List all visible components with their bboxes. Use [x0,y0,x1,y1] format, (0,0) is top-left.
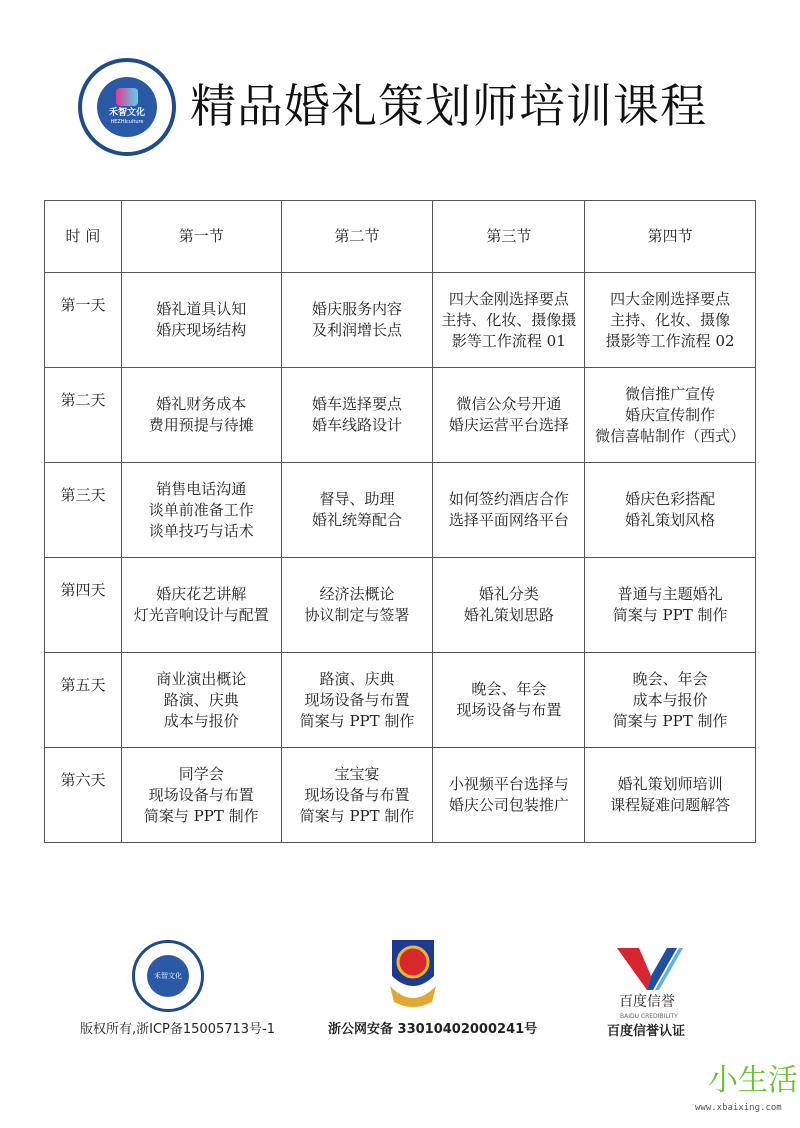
course-cell [433,463,585,558]
course-cell [585,653,756,748]
course-topic: 婚庆现场结构 [156,321,247,339]
course-topic: 简案与 PPT 制作 [612,711,728,730]
course-topic: 现场设备与布置 [304,690,410,709]
course-cell [121,368,281,463]
course-topic: 婚礼分类 [478,585,539,603]
course-cell [121,463,281,558]
course-topic: 婚庆服务内容 [312,300,403,318]
course-topic: 微信推广宣传 [625,384,716,403]
course-topic: 小视频平台选择与 [448,775,569,793]
course-cell [433,558,585,653]
course-topic: 婚礼财务成本 [156,395,247,413]
course-topic: 谈单技巧与话术 [148,521,254,540]
course-topic: 婚礼策划风格 [625,511,716,529]
page-title: 精品婚礼策划师培训课程 [190,79,707,133]
course-topic: 灯光音响设计与配置 [133,606,269,624]
baidu-cert-text: 百度信誉认证 [607,1024,686,1039]
course-topic: 现场设备与布置 [456,701,562,719]
baidu-credibility-icon [617,946,683,992]
course-topic: 简案与 PPT 制作 [299,711,415,730]
course-cell [281,748,433,843]
course-topic: 婚礼道具认知 [156,300,247,318]
course-topic: 婚礼统筹配合 [312,511,403,529]
course-topic: 协议制定与签署 [304,606,410,624]
course-cell [585,368,756,463]
police-record-text: 浙公网安备 33010402000241号 [328,1022,538,1037]
logo-swirl-icon [116,88,138,106]
course-topic: 同学会 [178,764,224,783]
table-row [45,463,756,558]
logo-cn-text: 禾智文化 [108,108,145,118]
course-schedule-table [44,200,756,843]
course-cell [121,273,281,368]
course-cell [433,748,585,843]
course-cell [121,653,281,748]
table-row [45,558,756,653]
company-logo [78,58,176,156]
course-topic: 督导、助理 [319,490,395,508]
watermark-logo: 小生活 [708,1063,798,1098]
course-cell [121,748,281,843]
course-topic: 婚庆色彩搭配 [625,490,716,508]
day-label: 第三天 [45,463,122,558]
course-topic: 宝宝宴 [334,764,380,783]
column-header: 时 间 [45,201,122,273]
course-cell [281,558,433,653]
column-header: 第一节 [121,201,281,273]
course-topic: 婚车选择要点 [312,395,403,413]
day-label: 第六天 [45,748,122,843]
course-topic: 婚庆公司包装推广 [448,796,569,814]
course-topic: 成本与报价 [632,690,708,709]
course-topic: 谈单前准备工作 [148,500,254,519]
course-topic: 婚庆花艺讲解 [156,585,247,603]
course-cell [281,368,433,463]
course-topic: 主持、化妆、摄像 [610,310,731,329]
day-label: 第四天 [45,558,122,653]
course-cell [281,653,433,748]
day-label: 第五天 [45,653,122,748]
table-row [45,368,756,463]
course-topic: 路演、庆典 [163,690,239,709]
police-emblem-icon [386,936,440,1008]
course-topic: 微信喜帖制作（西式） [595,426,746,445]
course-topic: 商业演出概论 [156,669,247,688]
course-topic: 成本与报价 [163,711,239,730]
table-row [45,653,756,748]
course-cell [433,368,585,463]
course-topic: 简案与 PPT 制作 [143,806,259,825]
course-topic: 费用预提与待摊 [148,416,254,434]
course-topic: 婚礼策划师培训 [617,775,723,793]
watermark-url: www.xbaixing.com [695,1103,782,1113]
course-topic: 销售电话沟通 [156,479,247,498]
column-header: 第三节 [433,201,585,273]
baidu-logo-en: BAIDU CREDIBILITY [620,1013,678,1020]
course-topic: 主持、化妆、摄像摄 [441,310,577,329]
course-topic: 婚庆宣传制作 [625,405,716,424]
day-label: 第一天 [45,273,122,368]
course-cell [433,273,585,368]
course-cell [281,463,433,558]
course-topic: 及利润增长点 [312,321,403,339]
course-topic: 简案与 PPT 制作 [612,606,728,624]
day-label: 第二天 [45,368,122,463]
course-topic: 普通与主题婚礼 [617,585,723,603]
table-row [45,273,756,368]
course-topic: 婚礼策划思路 [463,606,554,624]
course-topic: 四大金刚选择要点 [448,289,569,308]
footer-logo-text: 禾智文化 [147,955,189,997]
table-row [45,748,756,843]
course-cell [585,273,756,368]
course-topic: 选择平面网络平台 [448,511,569,529]
course-cell [281,273,433,368]
course-cell [585,748,756,843]
copyright-text: 版权所有,浙ICP备15005713号-1 [80,1022,276,1037]
column-header: 第四节 [585,201,756,273]
course-cell [433,653,585,748]
course-topic: 微信公众号开通 [456,395,562,413]
course-topic: 如何签约酒店合作 [448,490,569,508]
course-topic: 经济法概论 [319,585,395,603]
footer-company-logo [132,940,204,1012]
course-topic: 婚庆运营平台选择 [448,416,569,434]
course-topic: 晚会、年会 [632,669,708,688]
course-topic: 简案与 PPT 制作 [299,806,415,825]
course-topic: 影等工作流程 01 [451,331,566,350]
course-topic: 路演、庆典 [319,669,395,688]
course-cell [121,558,281,653]
course-cell [585,463,756,558]
course-topic: 婚车线路设计 [312,416,403,434]
course-topic: 现场设备与布置 [148,785,254,804]
course-topic: 课程疑难问题解答 [610,796,731,814]
course-topic: 四大金刚选择要点 [610,289,731,308]
course-topic: 摄影等工作流程 02 [605,331,735,350]
column-header: 第二节 [281,201,433,273]
logo-en-text: HEZHIculture [110,119,144,125]
course-topic: 晚会、年会 [471,680,547,698]
course-cell [585,558,756,653]
baidu-logo-text: 百度信誉 [619,994,675,1010]
course-topic: 现场设备与布置 [304,785,410,804]
